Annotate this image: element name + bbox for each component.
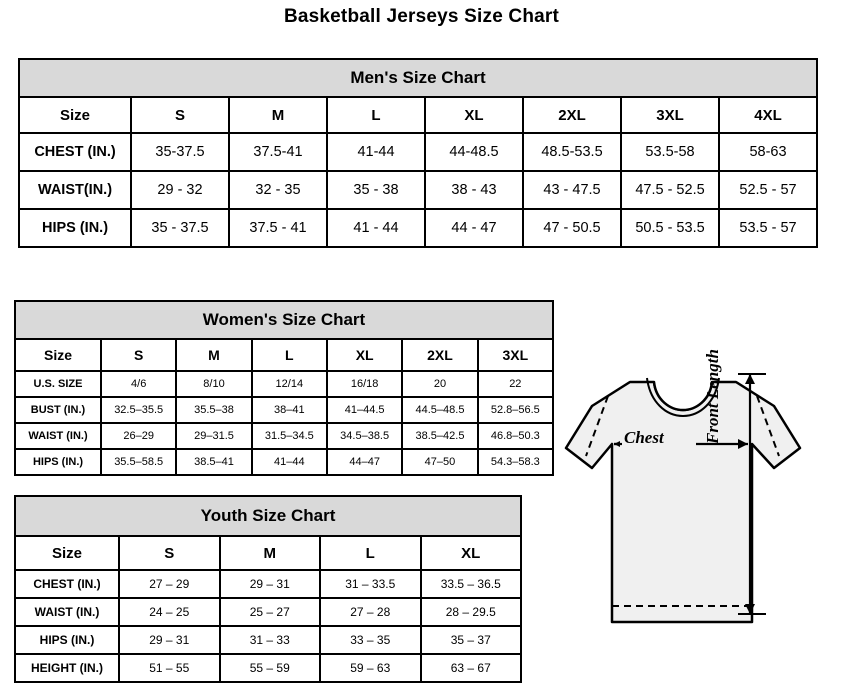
- cell: 25 – 27: [220, 598, 321, 626]
- cell: 47–50: [402, 449, 477, 475]
- row-label: WAIST(IN.): [19, 171, 131, 209]
- table-caption-row: [15, 301, 553, 339]
- cell: 35.5–38: [176, 397, 251, 423]
- table-caption-row: [19, 59, 817, 97]
- cell: 54.3–58.3: [478, 449, 553, 475]
- cell: 58-63: [719, 133, 817, 171]
- table-row: [15, 423, 553, 449]
- mens-size-chart-table: [18, 58, 818, 248]
- col-header-s: S: [131, 97, 229, 133]
- row-label: HIPS (IN.): [19, 209, 131, 247]
- cell: 41 - 44: [327, 209, 425, 247]
- col-header-3xl: 3XL: [621, 97, 719, 133]
- col-header-size: Size: [15, 339, 101, 371]
- col-header-4xl: 4XL: [719, 97, 817, 133]
- womens-size-chart-table: [14, 300, 554, 476]
- cell: 31.5–34.5: [252, 423, 327, 449]
- table-header-row: [15, 339, 553, 371]
- col-header-xl: XL: [425, 97, 523, 133]
- page-title: Basketball Jerseys Size Chart: [283, 6, 560, 27]
- table-caption-row: [15, 496, 521, 536]
- col-header-3xl: 3XL: [478, 339, 553, 371]
- jersey-shirt-icon: [552, 352, 838, 672]
- table-row: [19, 133, 817, 171]
- cell: 46.8–50.3: [478, 423, 553, 449]
- table-row: [15, 397, 553, 423]
- youth-size-chart-table: [14, 495, 522, 683]
- front-length-measurement-label: Front Length: [703, 349, 722, 444]
- cell: 35-37.5: [131, 133, 229, 171]
- col-header-2xl: 2XL: [402, 339, 477, 371]
- cell: 38.5–41: [176, 449, 251, 475]
- cell: 41–44: [252, 449, 327, 475]
- cell: 22: [478, 371, 553, 397]
- cell: 34.5–38.5: [327, 423, 402, 449]
- cell: 48.5-53.5: [523, 133, 621, 171]
- table-row: [19, 209, 817, 247]
- cell: 26–29: [101, 423, 176, 449]
- jersey-measurement-diagram: [552, 349, 838, 672]
- cell: 38.5–42.5: [402, 423, 477, 449]
- cell: 31 – 33: [220, 626, 321, 654]
- col-header-m: M: [176, 339, 251, 371]
- row-label: HIPS (IN.): [15, 626, 119, 654]
- table-row: [15, 449, 553, 475]
- youth-caption: Youth Size Chart: [15, 496, 521, 536]
- chest-measurement-label: Chest: [624, 428, 664, 447]
- col-header-l: L: [252, 339, 327, 371]
- cell: 4/6: [101, 371, 176, 397]
- col-header-s: S: [101, 339, 176, 371]
- col-header-m: M: [229, 97, 327, 133]
- cell: 31 – 33.5: [320, 570, 421, 598]
- cell: 47 - 50.5: [523, 209, 621, 247]
- cell: 29 – 31: [119, 626, 220, 654]
- cell: 35 - 37.5: [131, 209, 229, 247]
- cell: 35.5–58.5: [101, 449, 176, 475]
- table-row: [15, 570, 521, 598]
- table-row: [15, 371, 553, 397]
- cell: 59 – 63: [320, 654, 421, 682]
- cell: 28 – 29.5: [421, 598, 522, 626]
- col-header-l: L: [327, 97, 425, 133]
- womens-caption: Women's Size Chart: [15, 301, 553, 339]
- cell: 16/18: [327, 371, 402, 397]
- row-label: HIPS (IN.): [15, 449, 101, 475]
- cell: 32 - 35: [229, 171, 327, 209]
- row-label: CHEST (IN.): [19, 133, 131, 171]
- cell: 33 – 35: [320, 626, 421, 654]
- col-header-2xl: 2XL: [523, 97, 621, 133]
- cell: 44.5–48.5: [402, 397, 477, 423]
- cell: 53.5-58: [621, 133, 719, 171]
- cell: 29 - 32: [131, 171, 229, 209]
- table-row: [19, 171, 817, 209]
- cell: 38–41: [252, 397, 327, 423]
- cell: 44-48.5: [425, 133, 523, 171]
- cell: 29 – 31: [220, 570, 321, 598]
- cell: 52.5 - 57: [719, 171, 817, 209]
- col-header-xl: XL: [421, 536, 522, 570]
- cell: 27 – 28: [320, 598, 421, 626]
- cell: 63 – 67: [421, 654, 522, 682]
- cell: 41–44.5: [327, 397, 402, 423]
- cell: 55 – 59: [220, 654, 321, 682]
- row-label: U.S. SIZE: [15, 371, 101, 397]
- col-header-s: S: [119, 536, 220, 570]
- table-row: [15, 654, 521, 682]
- cell: 20: [402, 371, 477, 397]
- cell: 50.5 - 53.5: [621, 209, 719, 247]
- cell: 27 – 29: [119, 570, 220, 598]
- table-row: [15, 626, 521, 654]
- cell: 12/14: [252, 371, 327, 397]
- cell: 52.8–56.5: [478, 397, 553, 423]
- table-row: [15, 598, 521, 626]
- row-label: CHEST (IN.): [15, 570, 119, 598]
- cell: 33.5 – 36.5: [421, 570, 522, 598]
- cell: 44–47: [327, 449, 402, 475]
- col-header-m: M: [220, 536, 321, 570]
- table-header-row: [15, 536, 521, 570]
- row-label: WAIST (IN.): [15, 423, 101, 449]
- mens-caption: Men's Size Chart: [19, 59, 817, 97]
- col-header-size: Size: [15, 536, 119, 570]
- col-header-l: L: [320, 536, 421, 570]
- cell: 35 - 38: [327, 171, 425, 209]
- cell: 35 – 37: [421, 626, 522, 654]
- table-header-row: [19, 97, 817, 133]
- cell: 53.5 - 57: [719, 209, 817, 247]
- cell: 51 – 55: [119, 654, 220, 682]
- cell: 24 – 25: [119, 598, 220, 626]
- cell: 43 - 47.5: [523, 171, 621, 209]
- row-label: HEIGHT (IN.): [15, 654, 119, 682]
- cell: 41-44: [327, 133, 425, 171]
- col-header-size: Size: [19, 97, 131, 133]
- row-label: BUST (IN.): [15, 397, 101, 423]
- col-header-xl: XL: [327, 339, 402, 371]
- cell: 8/10: [176, 371, 251, 397]
- cell: 29–31.5: [176, 423, 251, 449]
- cell: 38 - 43: [425, 171, 523, 209]
- cell: 47.5 - 52.5: [621, 171, 719, 209]
- cell: 37.5 - 41: [229, 209, 327, 247]
- row-label: WAIST (IN.): [15, 598, 119, 626]
- cell: 32.5–35.5: [101, 397, 176, 423]
- cell: 44 - 47: [425, 209, 523, 247]
- cell: 37.5-41: [229, 133, 327, 171]
